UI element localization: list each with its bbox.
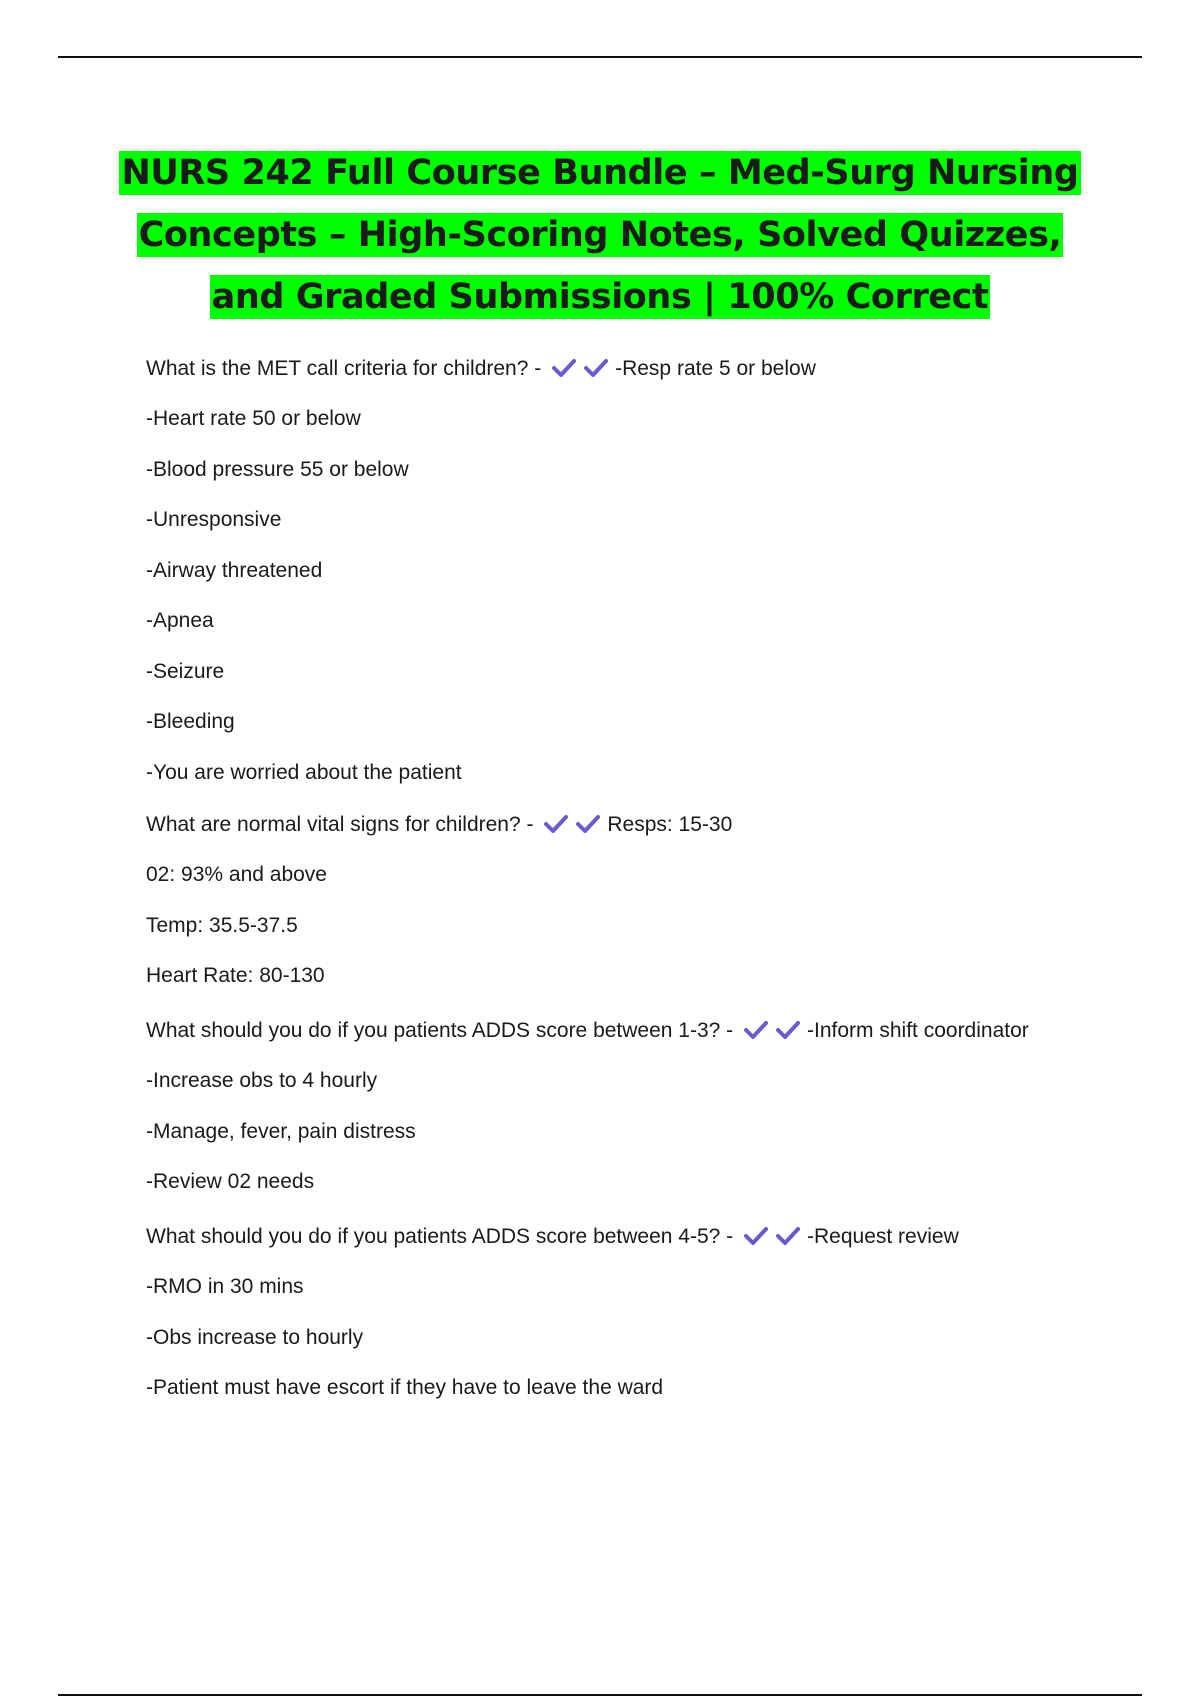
qa-item-1-question-line [146,355,816,383]
answer-text: -Resp rate 5 or below [615,357,816,380]
question-text: What is the MET call criteria for children? - [146,357,542,380]
answer-line: 02: 93% and above [146,863,327,886]
answer-line: -Heart rate 50 or below [146,407,361,430]
answer-line: -Obs increase to hourly [146,1326,364,1349]
check-icon [775,1225,801,1247]
answer-line: -You are worried about the patient [146,761,462,784]
question-text: What should you do if you patients ADDS score between 1-3? - [146,1019,734,1042]
answer-line: -Airway threatened [146,559,323,582]
answer-line: -Bleeding [146,710,235,733]
answer-text: -Inform shift coordinator [807,1019,1029,1042]
qa-item-2-question-line [146,811,732,839]
answer-text: Resps: 15-30 [607,813,733,836]
qa-item-3-question-line [146,1017,1029,1045]
qa-item-4-question-line [146,1223,959,1251]
answer-text: -Request review [807,1225,959,1248]
title-line-2: Concepts – High-Scoring Notes, Solved Quizzes, [138,215,1062,255]
document-title [80,142,1120,328]
check-icon [775,1019,801,1041]
check-icon [583,357,609,379]
answer-line: -Blood pressure 55 or below [146,458,409,481]
check-icon [575,813,601,835]
title-line-3: and Graded Submissions | 100% Correct [211,277,989,317]
answer-line: -Manage, fever, pain distress [146,1120,416,1143]
answer-line: -RMO in 30 mins [146,1275,304,1298]
check-marks [743,1017,807,1045]
answer-line: -Seizure [146,660,225,683]
answer-line: Temp: 35.5-37.5 [146,914,298,937]
top-rule [58,56,1142,58]
check-icon [543,813,569,835]
check-marks [543,811,607,839]
answer-line: -Apnea [146,609,214,632]
check-icon [743,1225,769,1247]
title-line-1: NURS 242 Full Course Bundle – Med-Surg Nursing [121,153,1079,193]
check-marks [743,1223,807,1251]
check-marks [551,355,615,383]
check-icon [743,1019,769,1041]
question-text: What should you do if you patients ADDS score between 4-5? - [146,1225,734,1248]
answer-line: -Increase obs to 4 hourly [146,1069,378,1092]
question-text: What are normal vital signs for children? - [146,813,534,836]
check-icon [551,357,577,379]
answer-line: -Unresponsive [146,508,282,531]
answer-line: -Patient must have escort if they have to leave the ward [146,1376,664,1399]
bottom-rule [58,1694,1142,1696]
answer-line: -Review 02 needs [146,1170,315,1193]
answer-line: Heart Rate: 80-130 [146,964,325,987]
